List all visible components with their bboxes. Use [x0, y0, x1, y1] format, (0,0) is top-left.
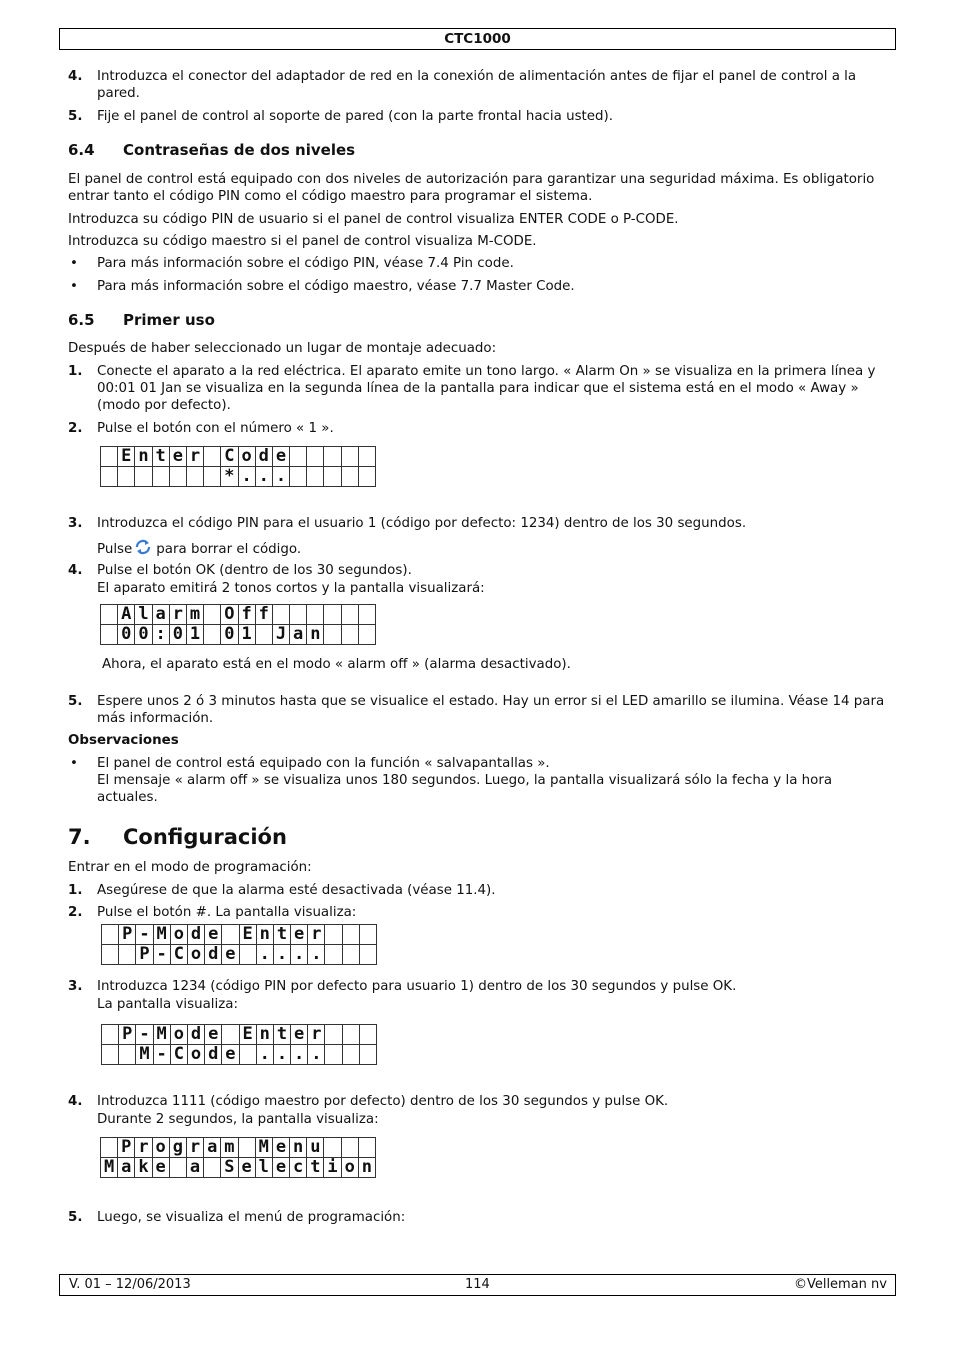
lcd-cell	[359, 925, 376, 945]
lcd-cell: E	[118, 447, 135, 467]
step-text: Introduzca el conector del adaptador de red en la conexión de alimentación antes de fijar el panel de control a la pared.	[97, 69, 857, 101]
lcd-cell: t	[273, 1025, 290, 1045]
lcd-cell	[290, 605, 307, 625]
refresh-icon	[134, 539, 152, 555]
lcd-cell	[325, 945, 342, 965]
lcd-cell: t	[273, 925, 290, 945]
lcd-cell	[204, 1158, 221, 1178]
lcd-cell	[324, 625, 341, 645]
lcd-cell: d	[255, 447, 272, 467]
lcd-cell	[359, 1025, 376, 1045]
lcd-cell: o	[187, 945, 204, 965]
lcd-display-pmode-mcode	[101, 1024, 377, 1065]
lcd-cell: a	[290, 625, 307, 645]
footer-version: V. 01 – 12/06/2013	[69, 1277, 191, 1292]
lcd-cell	[101, 605, 118, 625]
lcd-cell: .	[308, 1045, 325, 1065]
lcd-cell: .	[256, 1045, 273, 1065]
lcd-cell: P	[119, 925, 136, 945]
lcd-cell: f	[238, 605, 255, 625]
lcd-cell: i	[324, 1158, 341, 1178]
lcd-cell: .	[291, 945, 308, 965]
lcd-cell	[342, 925, 359, 945]
lcd-cell: M	[255, 1138, 272, 1158]
lcd-cell: C	[170, 945, 187, 965]
lcd-cell: t	[307, 1158, 324, 1178]
paragraph: Entrar en el modo de programación:	[68, 860, 312, 875]
lcd-cell: e	[291, 925, 308, 945]
lcd-cell	[325, 1025, 342, 1045]
lcd-cell: 1	[186, 625, 203, 645]
lcd-cell	[290, 447, 307, 467]
lcd-display-program-menu	[100, 1137, 376, 1178]
footer-copyright: ©Velleman nv	[793, 1277, 887, 1292]
lcd-cell	[341, 447, 358, 467]
lcd-cell: e	[291, 1025, 308, 1045]
lcd-cell: .	[272, 467, 289, 487]
lcd-cell	[324, 447, 341, 467]
lcd-cell	[101, 625, 118, 645]
lcd-cell	[222, 925, 239, 945]
lcd-cell: r	[308, 925, 325, 945]
lcd-cell: l	[255, 1158, 272, 1178]
lcd-cell: o	[238, 447, 255, 467]
lcd-cell: P	[119, 1025, 136, 1045]
header-title: CTC1000	[444, 31, 511, 47]
lcd-cell: c	[290, 1158, 307, 1178]
lcd-cell: M	[136, 1045, 153, 1065]
lcd-cell	[101, 467, 118, 487]
lcd-cell	[341, 625, 358, 645]
lcd-cell	[102, 945, 119, 965]
lcd-cell: g	[169, 1138, 186, 1158]
lcd-cell	[118, 467, 135, 487]
lcd-cell: n	[307, 625, 324, 645]
lcd-cell: .	[308, 945, 325, 965]
lcd-cell: u	[307, 1138, 324, 1158]
lcd-cell: o	[170, 925, 187, 945]
lcd-cell	[239, 945, 256, 965]
lcd-cell: r	[186, 1138, 203, 1158]
lcd-display-enter-code	[100, 446, 376, 487]
lcd-cell	[342, 1025, 359, 1045]
lcd-cell: .	[256, 945, 273, 965]
lcd-cell: n	[358, 1158, 375, 1178]
paragraph: Introduzca su código maestro si el panel de control visualiza M-CODE.	[68, 234, 537, 249]
lcd-row	[101, 1158, 376, 1178]
lcd-cell: 0	[169, 625, 186, 645]
lcd-row	[102, 1045, 377, 1065]
lcd-cell: e	[152, 1158, 169, 1178]
lcd-cell	[272, 605, 289, 625]
lcd-cell	[359, 1045, 376, 1065]
lcd-cell: P	[118, 1138, 135, 1158]
lcd-cell: e	[205, 1025, 222, 1045]
lcd-cell: 0	[221, 625, 238, 645]
lcd-cell	[359, 945, 376, 965]
lcd-cell	[358, 625, 375, 645]
lcd-cell: n	[256, 925, 273, 945]
lcd-cell: o	[341, 1158, 358, 1178]
lcd-cell: a	[152, 605, 169, 625]
lcd-cell	[169, 467, 186, 487]
lcd-cell: d	[187, 1025, 204, 1045]
lcd-cell	[204, 605, 221, 625]
lcd-cell	[324, 605, 341, 625]
lcd-cell: n	[290, 1138, 307, 1158]
lcd-cell	[307, 467, 324, 487]
lcd-cell: f	[255, 605, 272, 625]
lcd-cell: P	[136, 945, 153, 965]
lcd-cell: O	[221, 605, 238, 625]
lcd-cell	[102, 1025, 119, 1045]
lcd-cell: r	[308, 1025, 325, 1045]
lcd-cell: m	[221, 1138, 238, 1158]
lcd-cell	[341, 605, 358, 625]
lcd-cell: .	[291, 1045, 308, 1065]
lcd-cell: J	[272, 625, 289, 645]
lcd-cell: M	[153, 925, 170, 945]
lcd-cell: :	[152, 625, 169, 645]
lcd-cell	[307, 605, 324, 625]
lcd-cell: r	[186, 447, 203, 467]
lcd-cell: m	[186, 605, 203, 625]
lcd-cell: *	[221, 467, 238, 487]
lcd-cell: -	[153, 1045, 170, 1065]
lcd-cell	[324, 467, 341, 487]
lcd-cell	[358, 605, 375, 625]
lcd-cell	[342, 945, 359, 965]
lcd-cell: .	[273, 1045, 290, 1065]
paragraph: Introduzca su código PIN de usuario si el panel de control visualiza ENTER CODE o P-CODE.	[68, 212, 679, 227]
lcd-cell	[358, 1138, 375, 1158]
lcd-cell: A	[118, 605, 135, 625]
lcd-cell: k	[135, 1158, 152, 1178]
lcd-cell: a	[118, 1158, 135, 1178]
lcd-cell: n	[256, 1025, 273, 1045]
lcd-cell	[324, 1138, 341, 1158]
lcd-cell: E	[239, 1025, 256, 1045]
lcd-cell: a	[186, 1158, 203, 1178]
lcd-cell: .	[273, 945, 290, 965]
paragraph: El panel de control está equipado con dos niveles de autorización para garantizar una seguridad máxima. Es obligatorio entrar tanto el código PIN como el código maestro para programar el sistema.	[68, 172, 875, 204]
lcd-cell: e	[272, 1138, 289, 1158]
lcd-cell	[119, 1045, 136, 1065]
lcd-cell: e	[205, 925, 222, 945]
lcd-cell	[255, 625, 272, 645]
lcd-cell	[186, 467, 203, 487]
lcd-cell: o	[170, 1025, 187, 1045]
lcd-display-pmode-pcode	[101, 924, 377, 965]
lcd-cell: o	[152, 1138, 169, 1158]
lcd-cell: o	[187, 1045, 204, 1065]
lcd-cell: e	[272, 1158, 289, 1178]
lcd-cell: d	[187, 925, 204, 945]
page-header	[59, 28, 896, 50]
lcd-cell: M	[153, 1025, 170, 1045]
lcd-row	[102, 925, 377, 945]
lcd-cell	[102, 925, 119, 945]
lcd-cell	[102, 1045, 119, 1065]
lcd-cell: .	[255, 467, 272, 487]
lcd-cell	[169, 1158, 186, 1178]
lcd-cell	[204, 625, 221, 645]
lcd-cell	[341, 1138, 358, 1158]
lcd-cell: M	[101, 1158, 118, 1178]
lcd-row	[101, 605, 376, 625]
lcd-cell	[101, 447, 118, 467]
lcd-cell	[204, 467, 221, 487]
lcd-cell: r	[135, 1138, 152, 1158]
lcd-cell: .	[238, 467, 255, 487]
lcd-cell: n	[135, 447, 152, 467]
lcd-cell: -	[153, 945, 170, 965]
lcd-cell: 0	[135, 625, 152, 645]
lcd-cell: t	[152, 447, 169, 467]
lcd-cell: -	[136, 1025, 153, 1045]
lcd-cell: e	[169, 447, 186, 467]
lcd-cell: C	[170, 1045, 187, 1065]
lcd-cell: 1	[238, 625, 255, 645]
lcd-cell: e	[272, 447, 289, 467]
lcd-row	[101, 467, 376, 487]
step-text: Fije el panel de control al soporte de pared (con la parte frontal hacia usted).	[97, 109, 614, 124]
paragraph: Después de haber seleccionado un lugar de montaje adecuado:	[68, 341, 497, 356]
lcd-cell: -	[136, 925, 153, 945]
lcd-cell: e	[222, 1045, 239, 1065]
lcd-cell	[325, 1045, 342, 1065]
lcd-cell: S	[221, 1158, 238, 1178]
lcd-cell	[119, 945, 136, 965]
lcd-cell	[358, 467, 375, 487]
lcd-cell	[342, 1045, 359, 1065]
lcd-cell	[239, 1045, 256, 1065]
lcd-cell: r	[169, 605, 186, 625]
page-footer	[59, 1274, 896, 1296]
lcd-cell	[222, 1025, 239, 1045]
lcd-cell	[152, 467, 169, 487]
lcd-cell: e	[222, 945, 239, 965]
lcd-row	[102, 1025, 377, 1045]
lcd-cell: d	[205, 1045, 222, 1065]
lcd-row	[102, 945, 377, 965]
lcd-row	[101, 1138, 376, 1158]
lcd-cell: C	[221, 447, 238, 467]
lcd-cell	[341, 467, 358, 487]
lcd-cell: E	[239, 925, 256, 945]
lcd-cell	[290, 467, 307, 487]
lcd-display-alarm-off	[100, 604, 376, 645]
lcd-cell: l	[135, 605, 152, 625]
lcd-cell	[307, 447, 324, 467]
lcd-cell	[358, 447, 375, 467]
lcd-cell	[238, 1138, 255, 1158]
lcd-cell: 0	[118, 625, 135, 645]
lcd-cell: a	[204, 1138, 221, 1158]
lcd-cell: d	[205, 945, 222, 965]
lcd-cell	[101, 1138, 118, 1158]
lcd-cell	[325, 925, 342, 945]
lcd-cell	[135, 467, 152, 487]
lcd-cell	[204, 447, 221, 467]
lcd-row	[101, 625, 376, 645]
paragraph: Ahora, el aparato está en el modo « alarm off » (alarma desactivado).	[102, 657, 571, 672]
footer-page-number: 114	[465, 1277, 490, 1292]
lcd-row	[101, 447, 376, 467]
observations-heading: Observaciones	[68, 733, 179, 748]
lcd-cell: e	[238, 1158, 255, 1178]
